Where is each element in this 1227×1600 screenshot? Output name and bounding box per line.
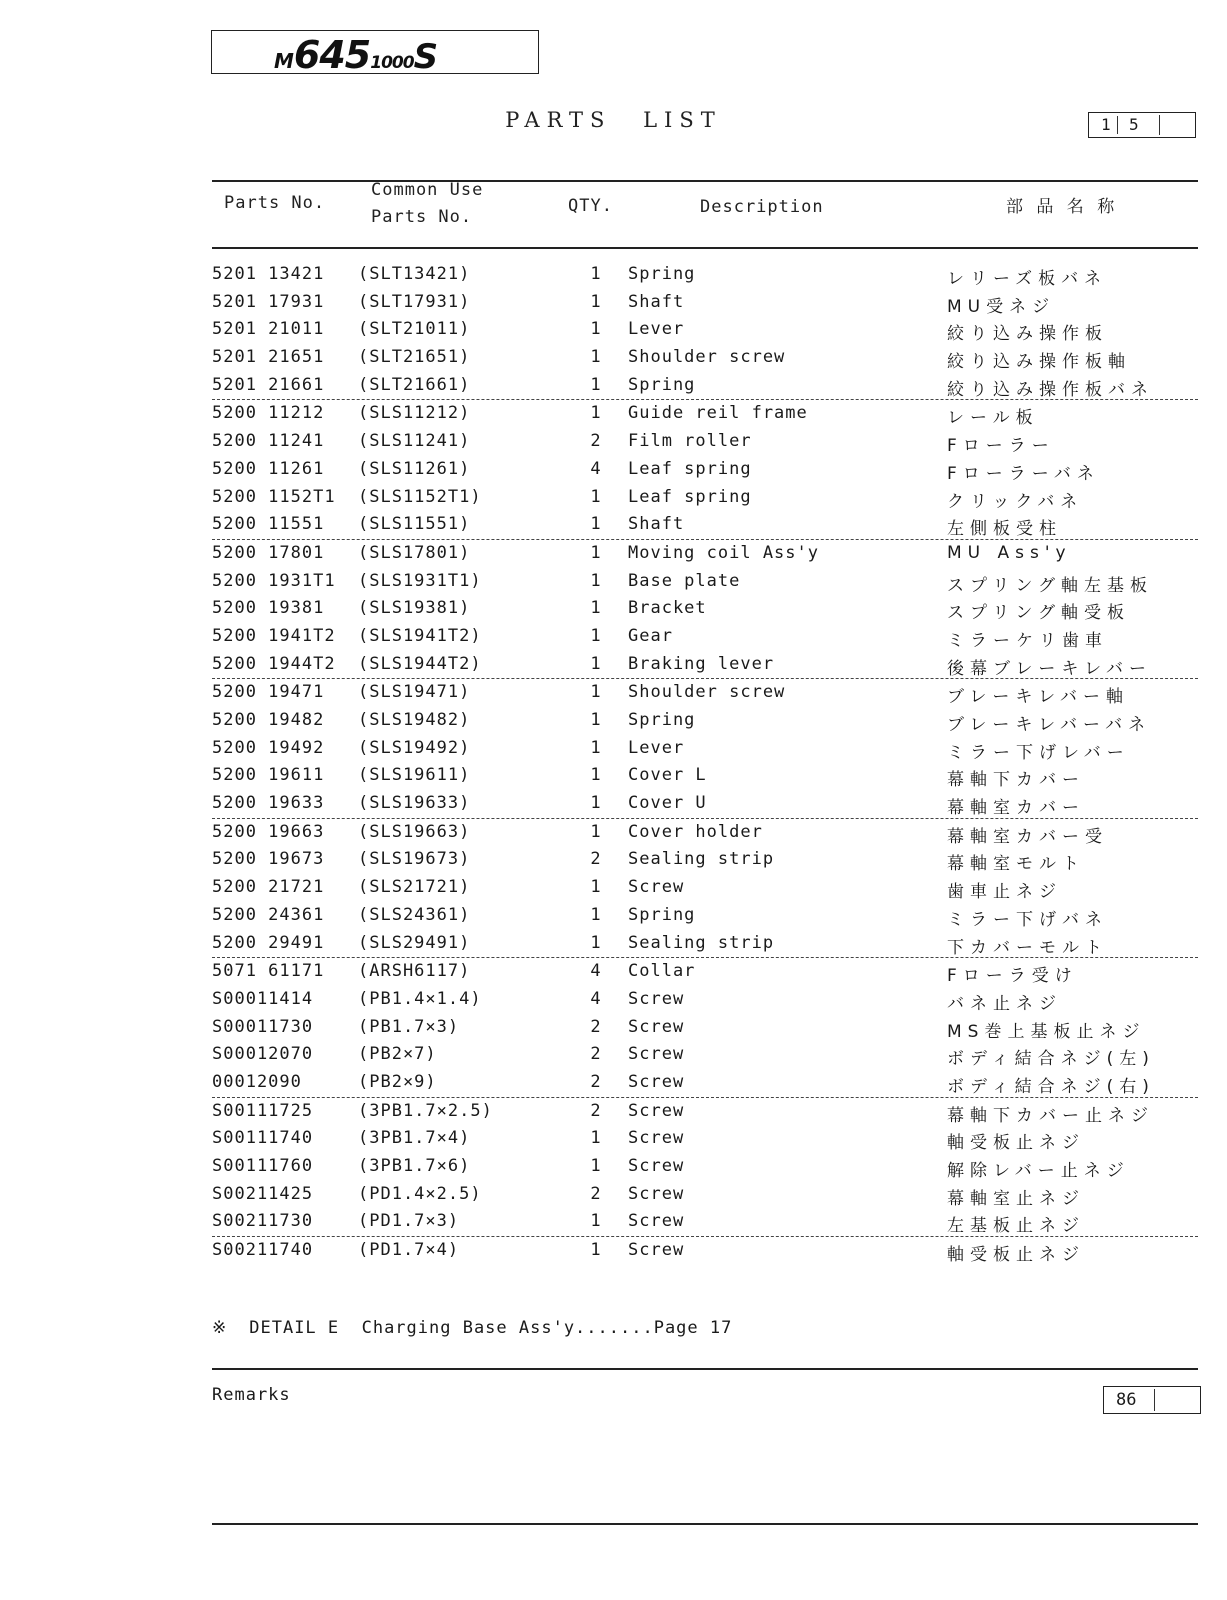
part-number: 5201 17931 (212, 291, 325, 312)
common-parts-number: (SLS1944T2) (358, 653, 482, 674)
quantity: 2 (590, 1100, 602, 1121)
quantity: 1 (590, 1156, 602, 1176)
table-row (212, 651, 1198, 680)
part-number: 5201 13421 (212, 264, 325, 284)
part-number: 5200 19673 (212, 849, 325, 870)
description: Screw (628, 1128, 685, 1149)
table-row (212, 874, 1198, 902)
table-row (212, 1181, 1198, 1209)
japanese-name: 左側板受柱 (947, 519, 1062, 540)
japanese-name: 幕軸下カバー止ネジ (947, 1105, 1154, 1126)
common-parts-number: (SLT21011) (358, 319, 471, 340)
japanese-name: MS巻上基板止ネジ (947, 1021, 1146, 1042)
description: Film roller (628, 431, 752, 452)
logo-sub: 1000 (370, 53, 414, 73)
description: Screw (628, 1240, 685, 1261)
common-parts-number: (SLT13421) (358, 264, 471, 284)
table-row (212, 428, 1198, 456)
part-number: S00011414 (212, 988, 314, 1009)
quantity: 1 (590, 1128, 602, 1149)
table-row (212, 735, 1198, 763)
part-number: 5201 21661 (212, 374, 325, 395)
table-row (212, 762, 1198, 790)
common-parts-number: (PB1.4×1.4) (358, 988, 482, 1009)
common-parts-number: (SLS1941T2) (358, 625, 482, 646)
description: Collar (628, 961, 696, 982)
quantity: 4 (590, 961, 602, 982)
table-row (212, 1153, 1198, 1181)
table-row (212, 1237, 1198, 1265)
japanese-name: Fローラ受け (947, 966, 1078, 987)
common-parts-number: (SLS11212) (358, 403, 471, 424)
description: Cover L (628, 765, 707, 786)
table-row (212, 1125, 1198, 1153)
description: Shoulder screw (628, 682, 786, 703)
part-number: 5200 11212 (212, 403, 325, 424)
quantity: 2 (590, 849, 602, 870)
common-parts-number: (SLS11261) (358, 458, 471, 479)
table-row (212, 400, 1198, 428)
common-parts-number: (SLS19673) (358, 849, 471, 870)
footer-rule (212, 1523, 1198, 1525)
model-logo-box (211, 30, 539, 77)
japanese-name: レール板 (947, 408, 1039, 429)
common-parts-number: (PB1.7×3) (358, 1016, 460, 1037)
japanese-name: 絞り込み操作板 (947, 324, 1108, 345)
common-parts-number: (SLT17931) (358, 291, 471, 312)
quantity: 2 (590, 1183, 602, 1204)
quantity: 1 (590, 710, 602, 730)
part-number: 5200 21721 (212, 877, 325, 898)
table-row (212, 819, 1198, 847)
header-bottom-rule (212, 247, 1198, 249)
logo-suffix: S (413, 37, 439, 77)
divider (1117, 116, 1118, 134)
description: Screw (628, 1100, 685, 1121)
japanese-name: ブレーキレバー軸 (947, 687, 1129, 708)
description: Screw (628, 1156, 685, 1176)
part-number: S00111725 (212, 1100, 314, 1121)
quantity: 1 (590, 514, 602, 535)
quantity: 1 (590, 291, 602, 312)
description: Screw (628, 988, 685, 1009)
part-number: S00211740 (212, 1240, 314, 1261)
common-parts-number: (SLT21651) (358, 347, 471, 368)
header-common-parts-no: Parts No. (371, 207, 473, 227)
quantity: 2 (590, 431, 602, 452)
part-number: 5200 19471 (212, 682, 325, 703)
part-number: S00111760 (212, 1156, 314, 1176)
japanese-name: 絞り込み操作板バネ (947, 379, 1154, 400)
quantity: 1 (590, 1240, 602, 1261)
table-row (212, 261, 1198, 289)
common-parts-number: (SLS11241) (358, 431, 471, 452)
quantity: 4 (590, 988, 602, 1009)
table-row (212, 846, 1198, 874)
japanese-name: 軸受板止ネジ (947, 1133, 1085, 1154)
quantity: 1 (590, 653, 602, 674)
header-parts-no: Parts No. (224, 193, 326, 213)
divider (1154, 1389, 1155, 1411)
quantity: 1 (590, 765, 602, 786)
common-parts-number: (SLS19381) (358, 598, 471, 619)
table-row (212, 623, 1198, 651)
model-logo (274, 33, 438, 77)
quantity: 4 (590, 458, 602, 479)
quantity: 1 (590, 793, 602, 814)
japanese-name: MU Ass'y (947, 542, 1072, 563)
part-number: 5200 11551 (212, 514, 325, 535)
reference-mark-icon: ※ (212, 1318, 228, 1338)
parts-table (212, 261, 1198, 1265)
part-number: S00011730 (212, 1016, 314, 1037)
part-number: 5200 17801 (212, 542, 325, 563)
table-row (212, 484, 1198, 512)
part-number: 5200 19611 (212, 765, 325, 786)
table-row (212, 1041, 1198, 1069)
common-parts-number: (PB2×9) (358, 1071, 437, 1092)
common-parts-number: (SLS11551) (358, 514, 471, 535)
table-row (212, 707, 1198, 735)
part-number: 5200 11261 (212, 458, 325, 479)
header-description: Description (700, 197, 824, 217)
part-number: 5200 19381 (212, 598, 325, 619)
common-parts-number: (SLS1931T1) (358, 570, 482, 591)
description: Braking lever (628, 653, 775, 674)
table-row (212, 372, 1198, 401)
common-parts-number: (SLS24361) (358, 904, 471, 925)
japanese-name: 幕軸室カバー受 (947, 826, 1108, 847)
table-row (212, 679, 1198, 707)
japanese-name: スプリング軸受板 (947, 603, 1130, 624)
description: Spring (628, 264, 696, 284)
logo-number: 645 (293, 33, 371, 77)
part-number: 5200 24361 (212, 904, 325, 925)
description: Base plate (628, 570, 741, 591)
common-parts-number: (SLS19471) (358, 682, 471, 703)
table-row (212, 902, 1198, 930)
divider (1159, 115, 1160, 135)
quantity: 1 (590, 570, 602, 591)
part-number: S00211425 (212, 1183, 314, 1204)
part-number: 5200 1931T1 (212, 570, 336, 591)
quantity: 1 (590, 932, 602, 953)
common-parts-number: (ARSH6117) (358, 961, 471, 982)
japanese-name: 下カバーモルト (947, 937, 1108, 958)
quantity: 1 (590, 598, 602, 619)
part-number: S00012070 (212, 1044, 314, 1065)
quantity: 1 (590, 319, 602, 340)
japanese-name: 解除レバー止ネジ (947, 1161, 1130, 1181)
quantity: 2 (590, 1016, 602, 1037)
section-number-1: 1 (1101, 115, 1111, 134)
quantity: 1 (590, 403, 602, 424)
quantity: 1 (590, 904, 602, 925)
table-row (212, 1014, 1198, 1042)
table-row (212, 930, 1198, 959)
part-number: 5200 1941T2 (212, 625, 336, 646)
description: Shaft (628, 514, 685, 535)
description: Lever (628, 319, 685, 340)
japanese-name: ミラー下げレバー (947, 742, 1130, 763)
japanese-name: 幕軸下カバー (947, 770, 1085, 791)
quantity: 2 (590, 1071, 602, 1092)
table-row (212, 511, 1198, 540)
japanese-name: Fローラー (947, 436, 1055, 457)
japanese-name: 後幕ブレーキレバー (947, 658, 1152, 679)
table-row (212, 595, 1198, 623)
part-number: S00111740 (212, 1128, 314, 1149)
japanese-name: 歯車止ネジ (947, 882, 1062, 903)
japanese-name: ブレーキレバーバネ (947, 715, 1152, 735)
common-parts-number: (PB2×7) (358, 1044, 437, 1065)
common-parts-number: (3PB1.7×2.5) (358, 1100, 493, 1121)
part-number: 00012090 (212, 1071, 302, 1092)
description: Gear (628, 625, 673, 646)
description: Leaf spring (628, 486, 752, 507)
common-parts-number: (SLS17801) (358, 542, 471, 563)
part-number: 5201 21011 (212, 319, 325, 340)
japanese-name: 軸受板止ネジ (947, 1245, 1085, 1266)
part-number: 5200 1944T2 (212, 653, 336, 674)
part-number: 5200 19482 (212, 710, 325, 730)
table-row (212, 344, 1198, 372)
part-number: 5071 61171 (212, 961, 325, 982)
description: Cover U (628, 793, 707, 814)
table-row (212, 1098, 1198, 1126)
logo-prefix: M (274, 49, 294, 73)
common-parts-number: (3PB1.7×4) (358, 1128, 471, 1149)
part-number: 5200 1152T1 (212, 486, 336, 507)
table-row (212, 790, 1198, 819)
japanese-name: 絞り込み操作板軸 (947, 352, 1131, 373)
common-parts-number: (SLS1152T1) (358, 486, 482, 507)
table-row (212, 1208, 1198, 1237)
description: Screw (628, 1183, 685, 1204)
japanese-name: ボディ結合ネジ(右) (947, 1076, 1155, 1097)
quantity: 1 (590, 486, 602, 507)
description: Shaft (628, 291, 685, 312)
common-parts-number: (SLS19482) (358, 710, 471, 730)
table-row (212, 289, 1198, 317)
description: Guide reil frame (628, 403, 808, 424)
quantity: 1 (590, 542, 602, 563)
remarks-label: Remarks (212, 1385, 291, 1405)
description: Shoulder screw (628, 347, 786, 368)
quantity: 1 (590, 374, 602, 395)
quantity: 1 (590, 821, 602, 842)
japanese-name: ミラー下げバネ (947, 909, 1108, 930)
common-parts-number: (SLS19663) (358, 821, 471, 842)
table-row (212, 958, 1198, 986)
japanese-name: ボディ結合ネジ(左) (947, 1049, 1155, 1070)
quantity: 1 (590, 347, 602, 368)
common-parts-number: (SLS19633) (358, 793, 471, 814)
japanese-name: 幕軸室カバー (947, 798, 1085, 819)
description: Moving coil Ass'y (628, 542, 819, 563)
common-parts-number: (PD1.7×4) (358, 1240, 460, 1261)
description: Spring (628, 710, 696, 730)
table-row (212, 540, 1198, 568)
quantity: 2 (590, 1044, 602, 1065)
japanese-name: 左基板止ネジ (947, 1216, 1085, 1237)
japanese-name: バネ止ネジ (947, 993, 1062, 1014)
japanese-name: Fローラーバネ (947, 463, 1100, 484)
header-japanese-name: 部 品 名 称 (1006, 197, 1119, 217)
description: Spring (628, 374, 696, 395)
page-number-box (1103, 1386, 1201, 1414)
japanese-name: 幕軸室モルト (947, 854, 1085, 875)
description: Sealing strip (628, 932, 775, 953)
japanese-name: MU受ネジ (947, 296, 1056, 317)
japanese-name: ミラーケリ歯車 (947, 630, 1108, 651)
table-row (212, 986, 1198, 1014)
common-parts-number: (SLS21721) (358, 877, 471, 898)
section-number-2: 5 (1129, 115, 1139, 134)
description: Spring (628, 904, 696, 925)
part-number: 5200 19663 (212, 821, 325, 842)
quantity: 1 (590, 625, 602, 646)
table-row (212, 568, 1198, 596)
part-number: 5200 29491 (212, 932, 325, 953)
part-number: S00211730 (212, 1211, 314, 1232)
section-page-box (1088, 112, 1196, 138)
table-row (212, 1069, 1198, 1098)
description: Screw (628, 877, 685, 898)
japanese-name: レリーズ板バネ (947, 269, 1108, 289)
common-parts-number: (SLS19492) (358, 737, 471, 758)
japanese-name: 幕軸室止ネジ (947, 1188, 1085, 1209)
quantity: 1 (590, 877, 602, 898)
part-number: 5200 11241 (212, 431, 325, 452)
description: Screw (628, 1016, 685, 1037)
header-common-use: Common Use (371, 180, 484, 200)
quantity: 1 (590, 682, 602, 703)
table-row (212, 316, 1198, 344)
description: Bracket (628, 598, 707, 619)
part-number: 5201 21651 (212, 347, 325, 368)
header-top-rule (212, 180, 1198, 182)
part-number: 5200 19492 (212, 737, 325, 758)
common-parts-number: (SLS29491) (358, 932, 471, 953)
japanese-name: クリックバネ (947, 491, 1084, 512)
description: Sealing strip (628, 849, 775, 870)
common-parts-number: (PD1.4×2.5) (358, 1183, 482, 1204)
description: Screw (628, 1044, 685, 1065)
common-parts-number: (SLS19611) (358, 765, 471, 786)
table-row (212, 456, 1198, 484)
common-parts-number: (PD1.7×3) (358, 1211, 460, 1232)
header-qty: QTY. (568, 196, 613, 216)
detail-note (212, 1318, 732, 1338)
description: Lever (628, 737, 685, 758)
common-parts-number: (3PB1.7×6) (358, 1156, 471, 1176)
remarks-top-rule (212, 1368, 1198, 1370)
japanese-name: スプリング軸左基板 (947, 575, 1153, 596)
part-number: 5200 19633 (212, 793, 325, 814)
description: Cover holder (628, 821, 763, 842)
page-title: PARTS LIST (505, 108, 722, 132)
common-parts-number: (SLT21661) (358, 374, 471, 395)
quantity: 1 (590, 1211, 602, 1232)
description: Screw (628, 1211, 685, 1232)
description: Screw (628, 1071, 685, 1092)
description: Leaf spring (628, 458, 752, 479)
quantity: 1 (590, 737, 602, 758)
page-number: 86 (1116, 1390, 1137, 1410)
detail-note-text: DETAIL E Charging Base Ass'y.......Page 17 (249, 1318, 733, 1338)
quantity: 1 (590, 264, 602, 284)
